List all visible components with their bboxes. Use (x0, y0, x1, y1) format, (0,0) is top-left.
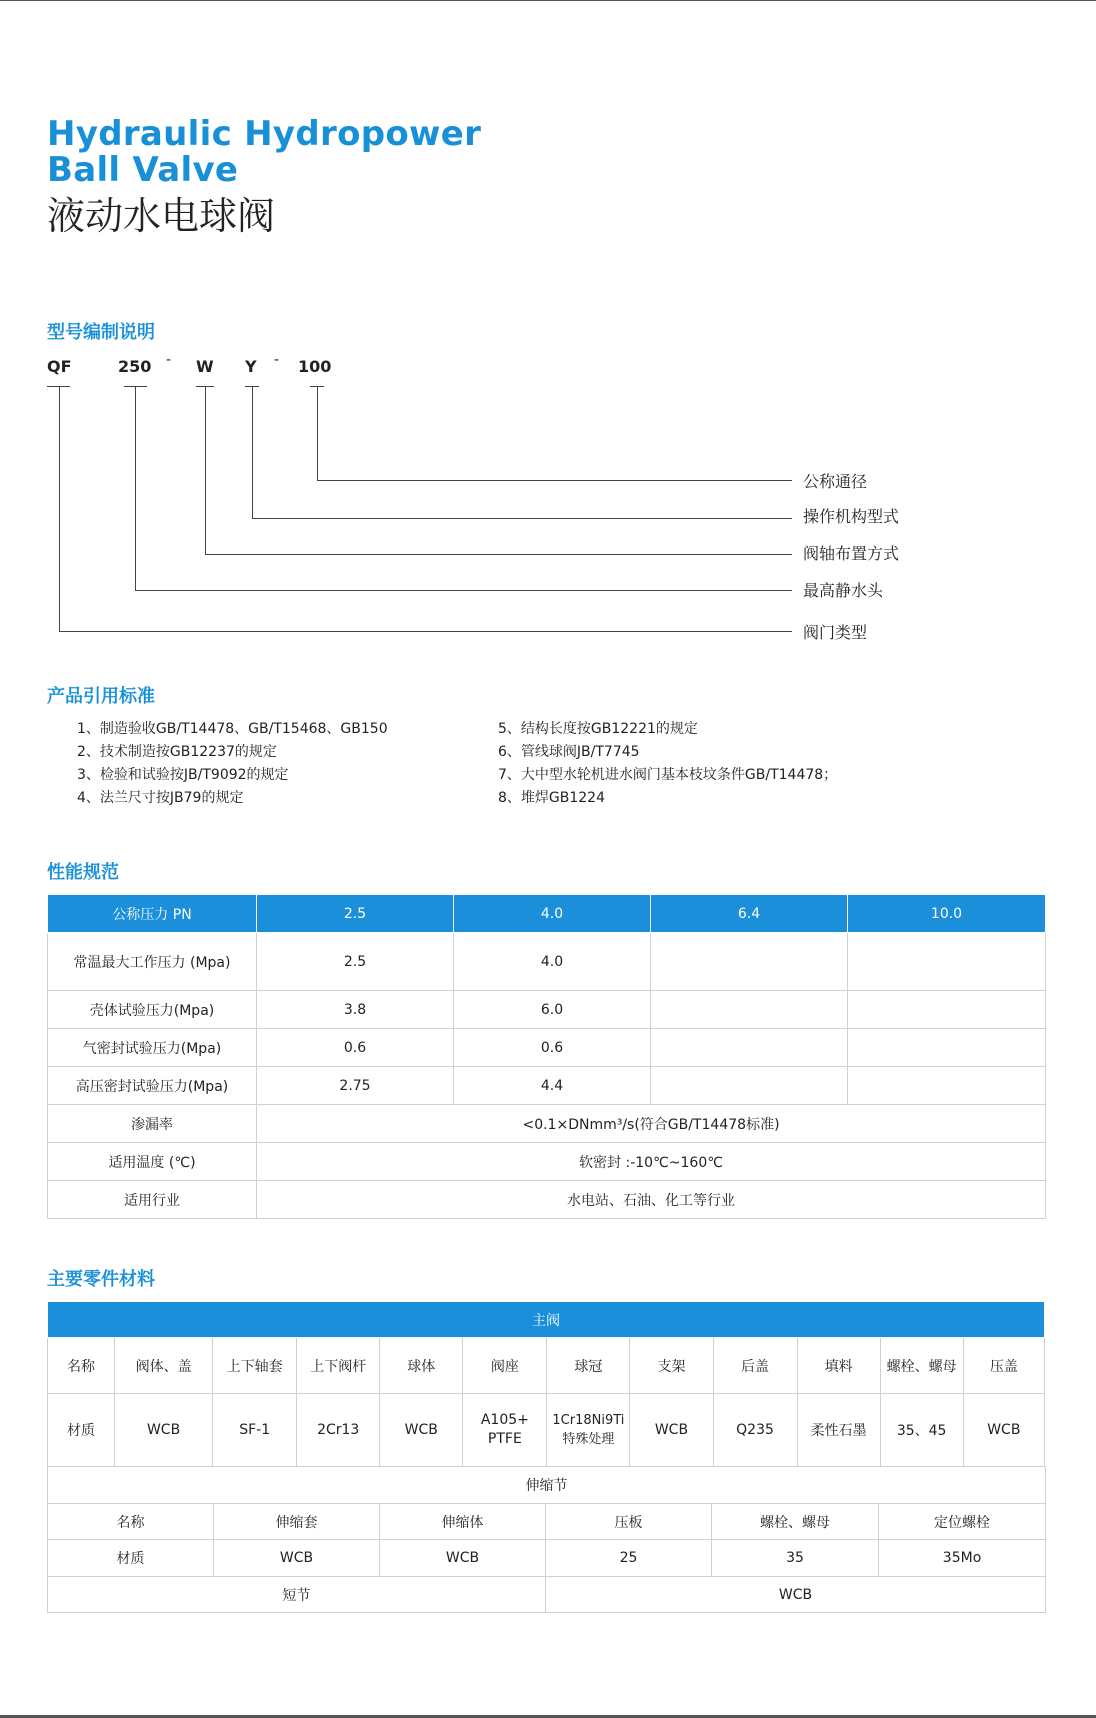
standards-heading: 产品引用标准 (47, 686, 155, 707)
main-materials-row (48, 1394, 1045, 1467)
table-cell (651, 1029, 848, 1067)
expansion-title-row (48, 1467, 1046, 1504)
table-row (48, 1181, 1046, 1219)
industry-value: 水电站、石油、化工等行业 (257, 1181, 1046, 1219)
table-cell: 0.6 (454, 1029, 651, 1067)
standard-item: 6、管线球阀JB/T7745 (498, 744, 640, 760)
table-cell: 伸缩套 (214, 1504, 380, 1540)
standard-item: 4、法兰尺寸按JB79的规定 (77, 790, 244, 806)
table-cell: 球冠 (547, 1338, 630, 1394)
label-nominal-diameter: 公称通径 (803, 472, 868, 491)
header-cell: 2.5 (257, 895, 454, 933)
table-cell: 上下阀杆 (297, 1338, 380, 1394)
code-y: Y (245, 357, 257, 376)
table-cell: WCB (214, 1540, 380, 1577)
row-label: 常温最大工作压力 (Mpa) (48, 933, 257, 991)
performance-table (47, 894, 1046, 1219)
row-label: 高压密封试验压力(Mpa) (48, 1067, 257, 1105)
code-qf: QF (47, 357, 72, 376)
label-max-static-head: 最高静水头 (803, 581, 884, 600)
table-row (48, 1143, 1046, 1181)
table-cell: 阀座 (463, 1338, 547, 1394)
expansion-materials-row (48, 1540, 1046, 1577)
table-cell: 3.8 (257, 991, 454, 1029)
table-cell: 2.75 (257, 1067, 454, 1105)
code-250: 250 (118, 357, 152, 376)
table-cell: 上下轴套 (213, 1338, 297, 1394)
model-heading: 型号编制说明 (47, 322, 155, 343)
header-cell: 公称压力 PN (48, 895, 257, 933)
leader-y-h (252, 518, 792, 519)
code-w: W (196, 357, 214, 376)
performance-heading: 性能规范 (47, 862, 119, 883)
standards-left-list (77, 718, 388, 810)
leakage-value: <0.1×DNmm³/s(符合GB/T14478标准) (257, 1105, 1046, 1143)
row-label: 适用行业 (48, 1181, 257, 1219)
code-100: 100 (298, 357, 332, 376)
standard-item: 5、结构长度按GB12221的规定 (498, 721, 698, 737)
table-cell: 0.6 (257, 1029, 454, 1067)
table-cell: 螺栓、螺母 (712, 1504, 879, 1540)
table-cell: 柔性石墨 (797, 1394, 880, 1467)
table-cell: A105+ PTFE (463, 1394, 547, 1467)
table-cell: 6.0 (454, 991, 651, 1029)
top-border-line (0, 0, 1096, 1)
table-cell: 材质 (48, 1540, 214, 1577)
row-label: 适用温度 (℃) (48, 1143, 257, 1181)
table-cell: 2Cr13 (297, 1394, 380, 1467)
standard-item: 7、大中型水轮机进水阀门基本枝坟条件GB/T14478； (498, 767, 838, 783)
table-cell: WCB (380, 1540, 546, 1577)
standard-item: 8、堆焊GB1224 (498, 790, 605, 806)
label-valve-type: 阀门类型 (803, 623, 868, 642)
table-cell: 材质 (48, 1394, 115, 1467)
label-shaft-arrangement: 阀轴布置方式 (803, 544, 900, 563)
row-label: 气密封试验压力(Mpa) (48, 1029, 257, 1067)
table-cell (848, 1029, 1046, 1067)
table-cell: 1Cr18Ni9Ti 特殊处理 (547, 1394, 630, 1467)
table-cell: 后盖 (713, 1338, 797, 1394)
table-cell (848, 991, 1046, 1029)
main-valve-title: 主阀 (48, 1302, 1045, 1338)
table-cell: WCB (630, 1394, 713, 1467)
header-cell: 4.0 (454, 895, 651, 933)
table-cell: 2.5 (257, 933, 454, 991)
main-valve-materials-table (47, 1301, 1045, 1467)
short-section-value: WCB (546, 1577, 1046, 1613)
table-cell: 阀体、盖 (115, 1338, 213, 1394)
table-cell: 名称 (48, 1338, 115, 1394)
table-cell (848, 1067, 1046, 1105)
standards-right-list (498, 718, 837, 810)
row-label: 渗漏率 (48, 1105, 257, 1143)
table-cell: 支架 (630, 1338, 713, 1394)
label-actuator-type: 操作机构型式 (803, 507, 900, 526)
expansion-title: 伸缩节 (48, 1467, 1046, 1504)
table-cell: 螺栓、螺母 (880, 1338, 963, 1394)
leader-w-v (205, 386, 206, 554)
table-cell: 伸缩体 (380, 1504, 546, 1540)
short-section-label: 短节 (48, 1577, 546, 1613)
leader-qf-h (59, 631, 792, 632)
main-names-row (48, 1338, 1045, 1394)
table-cell: WCB (963, 1394, 1044, 1467)
standard-item: 1、制造验收GB/T14478、GB/T15468、GB150 (77, 721, 388, 737)
leader-y-v (252, 386, 253, 518)
table-cell: 35、45 (880, 1394, 963, 1467)
table-cell: 25 (546, 1540, 712, 1577)
main-valve-title-row (48, 1302, 1045, 1338)
table-cell: 4.0 (454, 933, 651, 991)
table-cell: 填料 (797, 1338, 880, 1394)
table-cell: 4.4 (454, 1067, 651, 1105)
leader-100-h (317, 480, 792, 481)
table-cell: 压盖 (963, 1338, 1044, 1394)
table-row (48, 1067, 1046, 1105)
code-dash-2: - (274, 352, 280, 368)
leader-100-v (317, 386, 318, 480)
table-cell (848, 933, 1046, 991)
title-english-line1: Hydraulic Hydropower (47, 114, 482, 154)
table-row (48, 991, 1046, 1029)
performance-header-row (48, 895, 1046, 933)
table-cell: 名称 (48, 1504, 214, 1540)
table-row (48, 933, 1046, 991)
table-row (48, 1029, 1046, 1067)
code-dash-1: - (166, 352, 172, 368)
header-cell: 10.0 (848, 895, 1046, 933)
leader-w-h (205, 554, 792, 555)
temperature-value: 软密封 :-10℃~160℃ (257, 1143, 1046, 1181)
expansion-names-row (48, 1504, 1046, 1540)
title-chinese: 液动水电球阀 (47, 194, 276, 238)
table-cell (651, 991, 848, 1029)
leader-250-h (135, 590, 792, 591)
materials-heading: 主要零件材料 (47, 1269, 155, 1290)
table-row (48, 1105, 1046, 1143)
leader-qf-v (59, 386, 60, 631)
header-cell: 6.4 (651, 895, 848, 933)
standard-item: 3、检验和试验按JB/T9092的规定 (77, 767, 289, 783)
table-cell: 35Mo (879, 1540, 1046, 1577)
standard-item: 2、技术制造按GB12237的规定 (77, 744, 277, 760)
title-english-line2: Ball Valve (47, 150, 239, 190)
table-cell: 35 (712, 1540, 879, 1577)
table-cell: 压板 (546, 1504, 712, 1540)
title-english (47, 116, 481, 188)
expansion-joint-table (47, 1466, 1046, 1613)
row-label: 壳体试验压力(Mpa) (48, 991, 257, 1029)
table-cell: Q235 (713, 1394, 797, 1467)
table-cell (651, 933, 848, 991)
leader-250-v (135, 386, 136, 590)
short-section-row (48, 1577, 1046, 1613)
table-cell: 定位螺栓 (879, 1504, 1046, 1540)
table-cell: SF-1 (213, 1394, 297, 1467)
table-cell: WCB (115, 1394, 213, 1467)
table-cell: 球体 (380, 1338, 463, 1394)
table-cell: WCB (380, 1394, 463, 1467)
table-cell (651, 1067, 848, 1105)
